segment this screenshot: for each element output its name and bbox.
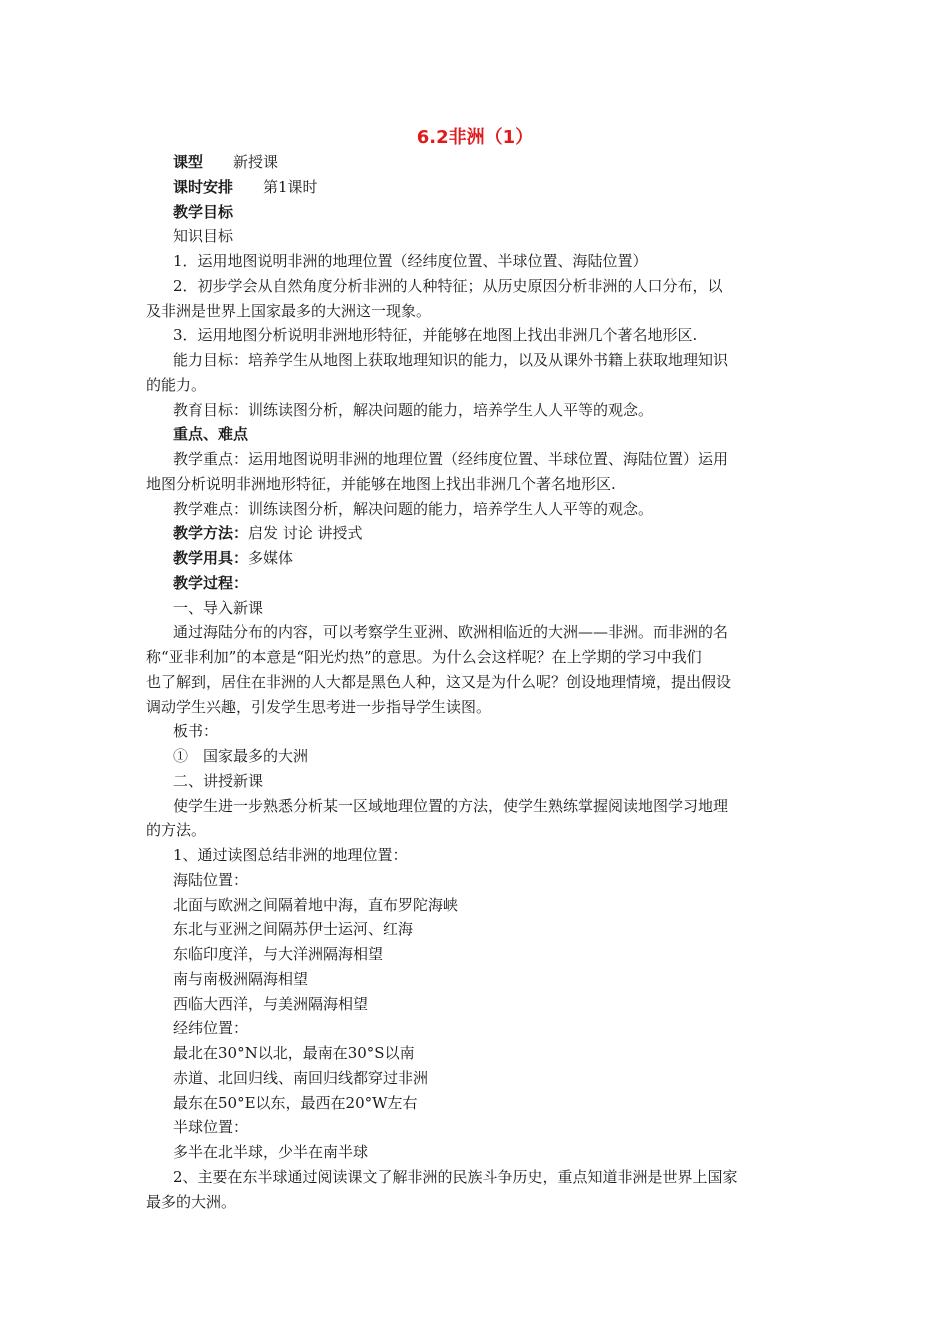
board-item: ① 国家最多的大洲 bbox=[173, 747, 309, 765]
key-points-heading: 重点、难点 bbox=[173, 425, 249, 444]
course-type-value: 新授课 bbox=[233, 153, 279, 171]
difficulty: 教学难点：训练读图分析，解决问题的能力，培养学生人人平等的观念。 bbox=[173, 499, 654, 518]
new-lesson-line1: 使学生进一步熟悉分析某一区域地理位置的方法，使学生熟练掌握阅读地图学习地理 bbox=[173, 796, 729, 815]
sea-position-5: 西临大西洋，与美洲隔海相望 bbox=[173, 994, 369, 1013]
step-1: 1、通过读图总结非洲的地理位置： bbox=[173, 846, 408, 864]
ability-line1: 能力目标：培养学生从地图上获取地理知识的能力，以及从课外书籍上获取地理知识 bbox=[173, 351, 729, 369]
schedule-value: 第1课时 bbox=[263, 177, 318, 196]
step-2-line2: 最多的大洲。 bbox=[146, 1192, 237, 1211]
knowledge-2-line1: 2．初步学会从自然角度分析非洲的人种特征；从历史原因分析非洲的人口分布，以 bbox=[173, 276, 723, 295]
page-title: 6.2非洲（1） bbox=[416, 127, 534, 148]
knowledge-1: 1．运用地图说明非洲的地理位置（经纬度位置、半球位置、海陆位置） bbox=[173, 252, 648, 270]
tools-row bbox=[146, 546, 808, 571]
method-label: 教学方法： bbox=[173, 524, 249, 543]
method-row bbox=[146, 521, 808, 546]
knowledge-2-line2: 及非洲是世界上国家最多的大洲这一现象。 bbox=[146, 301, 432, 320]
course-type-row bbox=[146, 150, 808, 175]
hemisphere-1: 多半在北半球，少半在南半球 bbox=[173, 1143, 369, 1161]
course-type-label: 课型 bbox=[173, 153, 204, 171]
new-lesson-heading: 二、讲授新课 bbox=[173, 771, 264, 790]
schedule-label: 课时安排 bbox=[173, 177, 234, 196]
intro-heading: 一、导入新课 bbox=[173, 598, 264, 617]
knowledge-label: 知识目标 bbox=[173, 227, 234, 246]
step-2-line1: 2、主要在东半球通过阅读课文了解非洲的民族斗争历史，重点知道非洲是世界上国家 bbox=[173, 1167, 738, 1186]
board-label: 板书： bbox=[173, 722, 219, 741]
objectives-heading: 教学目标 bbox=[173, 202, 234, 221]
sea-position-label: 海陆位置： bbox=[173, 870, 249, 889]
latlon-label: 经纬位置： bbox=[173, 1019, 249, 1038]
intro-line2: 称“亚非利加”的本意是“阳光灼热”的意思。为什么会这样呢？在上学期的学习中我们 bbox=[146, 648, 702, 666]
latlon-2: 赤道、北回归线、南回归线都穿过非洲 bbox=[173, 1068, 429, 1087]
document-body bbox=[146, 150, 808, 1214]
tools-value: 多媒体 bbox=[248, 549, 294, 567]
intro-line4: 调动学生兴趣，引发学生思考进一步指导学生读图。 bbox=[146, 697, 492, 716]
intro-line3: 也了解到，居住在非洲的人大都是黑色人种，这又是为什么呢？创设地理情境，提出假设 bbox=[146, 672, 732, 691]
knowledge-3: 3．运用地图分析说明非洲地形特征，并能够在地图上找出非洲几个著名地形区. bbox=[173, 326, 698, 345]
method-value: 启发 讨论 讲授式 bbox=[248, 524, 363, 543]
schedule-row bbox=[146, 175, 808, 200]
ability-line2: 的能力。 bbox=[146, 375, 207, 394]
intro-line1: 通过海陆分布的内容，可以考察学生亚洲、欧洲相临近的大洲——非洲。而非洲的名 bbox=[173, 623, 729, 642]
focus-line2: 地图分析说明非洲地形特征，并能够在地图上找出非洲几个著名地形区. bbox=[146, 474, 616, 493]
sea-position-1: 北面与欧洲之间隔着地中海，直布罗陀海峡 bbox=[173, 895, 459, 914]
latlon-1: 最北在30°N以北，最南在30°S以南 bbox=[173, 1044, 415, 1062]
latlon-3: 最东在50°E以东，最西在20°W左右 bbox=[173, 1093, 418, 1112]
new-lesson-line2: 的方法。 bbox=[146, 821, 207, 840]
process-heading: 教学过程： bbox=[173, 573, 249, 592]
sea-position-3: 东临印度洋，与大洋洲隔海相望 bbox=[173, 945, 384, 963]
sea-position-2: 东北与亚洲之间隔苏伊士运河、红海 bbox=[173, 920, 414, 939]
sea-position-4: 南与南极洲隔海相望 bbox=[173, 969, 309, 988]
focus-line1: 教学重点：运用地图说明非洲的地理位置（经纬度位置、半球位置、海陆位置）运用 bbox=[173, 450, 729, 468]
hemisphere-label: 半球位置： bbox=[173, 1118, 249, 1137]
tools-label: 教学用具： bbox=[173, 549, 249, 567]
education-objective: 教育目标：训练读图分析，解决问题的能力，培养学生人人平等的观念。 bbox=[173, 400, 654, 419]
